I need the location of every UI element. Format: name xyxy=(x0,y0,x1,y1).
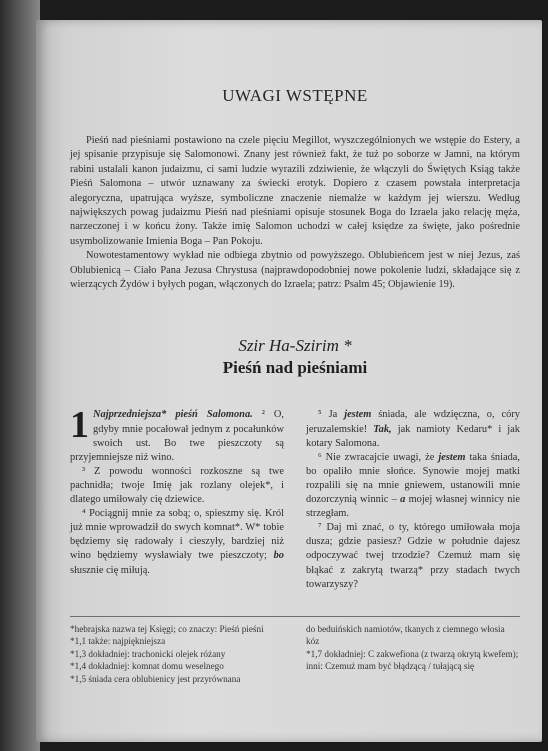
left-column xyxy=(70,404,284,591)
verse-4-text: ⁴ Pociągnij mnie za sobą; o, spieszmy się. Król już mnie wprowadził do swych komnat*. W* tobie będziemy się radowały i cieszyły, bardziej niż wino będziemy wysławiały twe pieszczoty; xyxy=(70,508,284,562)
verse-6-emphasis: jestem xyxy=(438,451,466,463)
verse-4-end: słusznie cię miłują. xyxy=(70,564,150,576)
footnote: *1,5 śniada cera oblubienicy jest przyrównana xyxy=(70,673,241,684)
footnote: *1,1 także: najpiękniejsza xyxy=(70,636,166,647)
verse-7: ⁷ Daj mi znać, o ty, którego umiłowała moja dusza; gdzie pasiesz? Gdzie w południe dajesz odpoczywać twej trzodzie? Czemuż mam się błąkać z zakrytą twarzą* przy stadach twych towarzyszy? xyxy=(306,522,520,590)
verse-5-part: ⁵ Ja xyxy=(318,409,338,421)
footnote-divider xyxy=(70,616,520,617)
intro-title: UWAGI WSTĘPNE xyxy=(222,86,368,105)
footnotes-right xyxy=(306,623,520,686)
book-heading xyxy=(70,336,520,378)
verse-5-part: jak namioty Kedaru* i jak kotary Salomona. xyxy=(306,423,520,449)
verse-1 xyxy=(70,404,284,464)
footnote: *1,3 dokładniej: trachonicki olejek różany xyxy=(70,648,226,659)
verse-4-emphasis: bo xyxy=(273,550,284,562)
verse-6-emphasis: a xyxy=(400,494,406,506)
intro-text xyxy=(70,134,520,292)
footnote: *1,7 dokładniej: C zakwefiona (z twarzą okrytą kwefem); inni: Czemuż mam być błądzącą / tułającą się xyxy=(306,648,519,672)
verse-6 xyxy=(306,451,520,521)
footnotes xyxy=(70,623,520,686)
verse-2: ² O, gdyby mnie pocałował jednym z pocałunków swoich ust. Bo twe pieszczoty są przyjemniejsze niż wino. xyxy=(70,409,284,463)
footnote: *1,4 dokładniej: komnat domu weselnego xyxy=(70,661,224,672)
verse-3: ³ Z powodu wonności rozkoszne są twe pachnidła; twoje Imię jak rozlany olejek*, i dlatego umiłowały cię dziewice. xyxy=(70,465,284,506)
polish-title: Pieśń nad pieśniami xyxy=(222,358,368,378)
hebrew-title: Szir Ha-Szirim * xyxy=(238,336,352,356)
verse-5-part: śniada, ale wdzięczna, o, córy jeruzalemskie! xyxy=(306,409,520,435)
verse-6-part: taka śniada, bo opaliło mnie słońce. Synowie mojej matki rozpalili się na mnie gniewem, ustanowili mnie dozorczynią winnic – xyxy=(306,451,521,506)
book-spine xyxy=(0,0,40,751)
verse-5 xyxy=(306,408,520,450)
verse-5-emphasis: Tak, xyxy=(373,423,392,435)
footnote: do beduińskich namiotów, tkanych z ciemnego włosia kóz xyxy=(306,623,505,647)
intro-paragraph: Nowotestamentowy wykład nie odbiega zbytnio od powyższego. Oblubieńcem jest w niej Jezus, zaś Oblubienicą – Ciało Pana Jezusa Chrystusa (najprawdopodobniej nowe pokolenie ludzi, składające się z wierzących Żydów i byłych pogan, włączonych do Izraela; patrz: Psalm 45; Objawienie 19). xyxy=(70,250,520,291)
footnote: *hebrajska nazwa tej Księgi; co znaczy: Pieśń pieśni xyxy=(70,623,264,634)
verse-1-text: Najprzedniejsza* pieśń Salomona. xyxy=(93,409,253,421)
verse-6-part: mojej własnej winnicy nie strzegłam. xyxy=(306,494,520,520)
footnotes-left xyxy=(70,623,284,686)
chapter-columns xyxy=(70,404,521,591)
verse-5-emphasis: jestem xyxy=(344,409,372,421)
verse-4 xyxy=(70,507,284,577)
verse-6-part: ⁶ Nie zwracajcie uwagi, że xyxy=(318,451,435,463)
intro-paragraph: Pieśń nad pieśniami postawiono na czele pięciu Megillot, wyszczególnionych we wstępie do Estery, a jej spisanie przypisuje się Salomonowi. Znany jest również fakt, że tuż po soborze w Jamni, na którym rabini ustalali kanon judaizmu, ci sami ludzie wyrazili zdziwienie, że włączyli do Świętych Ksiąg także Pieśń Salomona – utwór uznawany za świecki erotyk. Dopiero z czasem powstała interpretacja alegoryczna, upatrująca wyższe, symboliczne znaczenie niemalże w każdym jej wierszu. Według największych powag judaizmu Pieśń nad pieśniami opisuje stosunek Boga do Izraela jako relację męża, narzeczonej i w końcu żony. Także imię Salomon uchodzi w całej księdze za święte, jako pośrednie usymbolizowanie Imienia Boga – Pan Pokoju. xyxy=(70,135,520,247)
right-column xyxy=(306,408,520,591)
page-content xyxy=(70,86,520,685)
chapter-number: 1 xyxy=(70,404,89,447)
